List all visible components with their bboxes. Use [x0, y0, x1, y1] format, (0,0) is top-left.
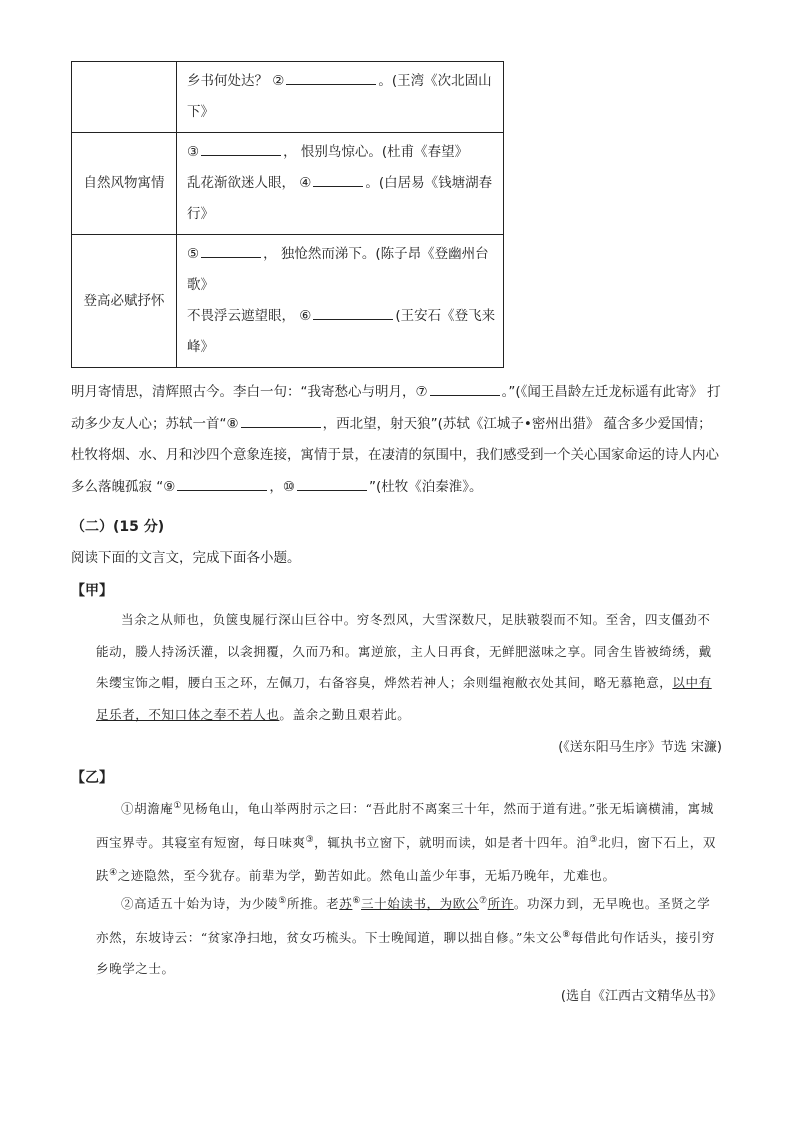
yi-underlined: 三十始读书，为欧公: [361, 896, 479, 912]
text: ， 恨别鸟惊心。(杜甫《春望》: [283, 144, 469, 160]
footnote-marker: ④: [109, 868, 118, 879]
yi-text: ，辄执书立窗下，就明而读，如是者十四年。洎: [314, 834, 590, 850]
yi-text: 之迹隐然，至今犹存。前辈为学，勤苦如此。然龟山盖少年事，无垢乃晚年，尤难也。: [117, 868, 616, 884]
answer-blank-8[interactable]: [241, 412, 321, 428]
answer-blank-9[interactable]: [177, 475, 267, 491]
yi-paragraph-2: [96, 886, 721, 985]
category-cell: [72, 62, 177, 133]
fill-in-paragraph: [71, 377, 721, 503]
text: ⑤: [187, 246, 200, 262]
footnote-marker: ③: [305, 834, 315, 845]
instruction: 阅读下面的文言文，完成下面各小题。: [71, 550, 301, 566]
yi-text: 每借此句作话头，接引穷乡晚学之士。: [96, 929, 716, 977]
answer-blank-2[interactable]: [286, 69, 376, 85]
jia-underlined-sentence: 以中有足乐者，不知口体之奉不若人也: [96, 675, 712, 722]
yi-text: ②高适五十始为诗，为少陵: [121, 896, 279, 912]
yi-label: 【乙】: [71, 770, 113, 786]
yi-source: (选自《江西古文精华丛书》: [560, 989, 722, 1004]
footnote-marker: ⑧: [562, 929, 571, 940]
section-heading: （二）(15 分): [71, 519, 165, 535]
answer-blank-5[interactable]: [201, 242, 261, 258]
footnote-marker: ①: [173, 801, 183, 811]
category-cell: 登高必赋抒怀: [72, 235, 177, 368]
answer-blank-3[interactable]: [201, 140, 281, 156]
category-cell: 自然风物寓情: [72, 133, 177, 235]
yi-text: 。功深力到，无早晚也。圣贤之学亦然，东坡诗云：“贫家净扫地，贫女巧梳头。下士晚闻道，聊以拙自修。”朱文公: [96, 896, 711, 945]
yi-underlined: 所许: [487, 896, 514, 912]
yi-text: 见杨龟山，龟山举两肘示之曰：“吾此肘不离案三十年，然而于道有进。”张无垢谪横浦，寓城西宝界寺。其寝室有短窗，每日味爽: [96, 801, 714, 850]
jia-source: (《送东阳马生序》节选 宋濂): [558, 740, 722, 755]
jia-text: [96, 604, 721, 730]
yi-underlined: 苏: [339, 896, 353, 912]
paragraph-text: ，西北望，射天狼”(苏轼《江城子•密州出猎》 蕴含多少爱国情；杜牧将烟、水、月和沙四个意象连接，寓情于景，在凄清的氛围中，我们感受到一个关心国家命运的诗人内心多么落魄孤寂 “⑨: [71, 415, 719, 495]
jia-text-part: 当余之从师也，负箧曳屣行深山巨谷中。穷冬烈风，大雪深数尺，足肤皲裂而不知。至舍，四支僵劲不能动，媵人持汤沃灌，以衾拥覆，久而乃和。寓逆旅，主人日再食，无鲜肥滋味之享。同舍生皆被绮绣，戴朱缨宝饰之帽，腰白玉之环，左佩刀，右备容臭，烨然若神人；余则缊袍敝衣处其间，略无慕艳意，: [96, 612, 712, 690]
yi-paragraph-1: [96, 791, 721, 892]
poem-table: [71, 61, 504, 368]
text: 乱花渐欲迷人眼， ④: [187, 175, 312, 191]
footnote-marker: ⑥: [352, 896, 362, 906]
text: 。(王湾《次北固山下》: [187, 73, 492, 120]
jia-text-part: 。盖余之勤且艰若此。: [279, 706, 411, 722]
answer-blank-7[interactable]: [430, 380, 500, 396]
table-row: [72, 235, 504, 368]
footnote-marker: ⑦: [478, 896, 488, 906]
footnote-marker: ③: [589, 834, 599, 845]
paragraph-text: ”(杜牧《泊秦淮》。: [369, 478, 483, 495]
text: ③: [187, 144, 200, 160]
answer-blank-6[interactable]: [313, 304, 393, 320]
paragraph-text: ，⑩: [269, 478, 295, 495]
answer-blank-10[interactable]: [297, 475, 367, 491]
answer-blank-4[interactable]: [313, 171, 363, 187]
yi-text: 北归，窗下石上，双趺: [96, 834, 716, 884]
paragraph-text: 明月寄情思，清辉照古今。李白一句：“我寄愁心与明月，⑦: [71, 384, 428, 400]
content-cell: [177, 62, 504, 133]
text: 。(白居易《钱塘湖春行》: [187, 175, 493, 222]
footnote-marker: ⑤: [278, 896, 287, 906]
paragraph-text: 。”(《闻王昌龄左迁龙标遥有此寄》 打动多少友人心；苏轼一首“⑧: [71, 384, 721, 432]
table-row: [72, 62, 504, 133]
yi-text: 所推。老: [286, 896, 340, 912]
yi-text: ①胡澹庵: [121, 801, 174, 817]
content-cell: [177, 235, 504, 368]
jia-label: 【甲】: [71, 583, 113, 599]
text: (王安石《登飞来峰》: [187, 308, 496, 355]
text: 乡书何处达？ ②: [187, 73, 285, 89]
table-row: [72, 133, 504, 235]
content-cell: [177, 133, 504, 235]
text: ， 独怆然而涕下。(陈子昂《登幽州台歌》: [187, 246, 489, 293]
text: 不畏浮云遮望眼， ⑥: [187, 308, 312, 324]
